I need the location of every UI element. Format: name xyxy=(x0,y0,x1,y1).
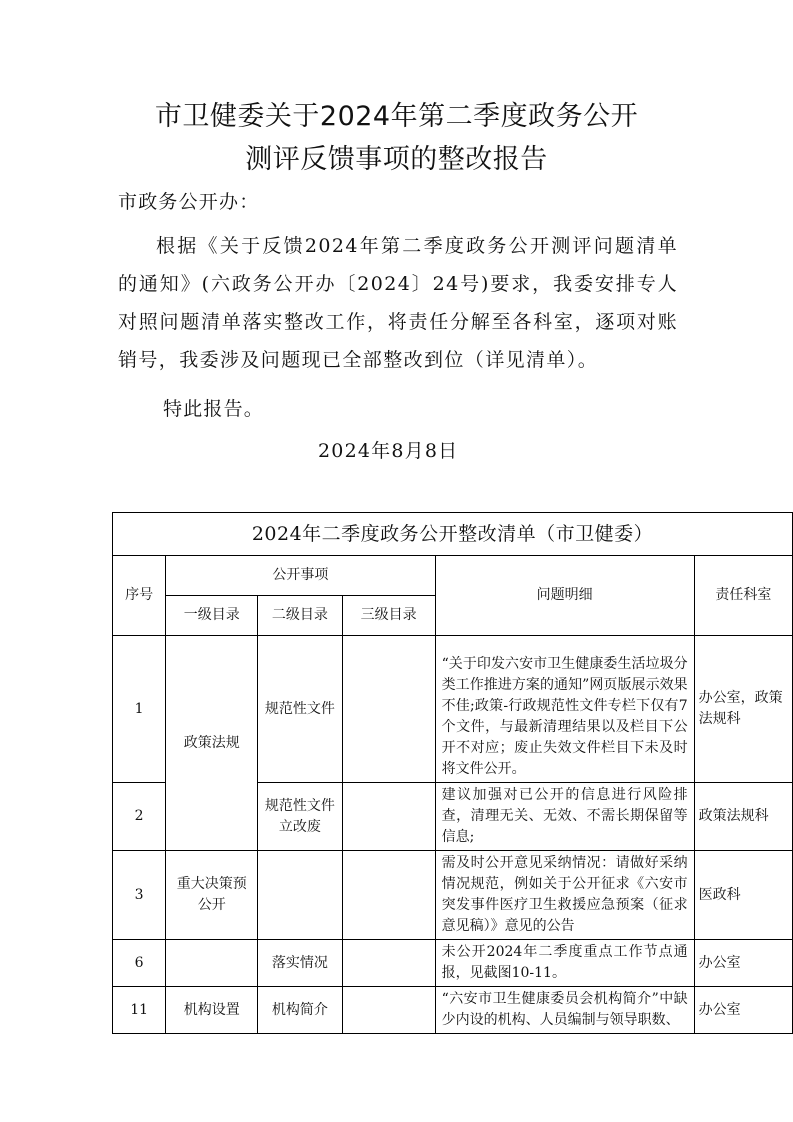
row-level2: 规范性文件 xyxy=(258,636,342,783)
row-dept: 办公室 xyxy=(694,987,792,1034)
header-public-items: 公开事项 xyxy=(166,556,435,596)
row-level1: 机构设置 xyxy=(166,987,258,1034)
row-seq: 1 xyxy=(113,636,166,783)
salutation: 市政务公开办： xyxy=(118,191,260,213)
row-level3 xyxy=(342,851,435,940)
header-seq: 序号 xyxy=(113,556,166,636)
row-level1 xyxy=(166,940,258,987)
row-level2: 落实情况 xyxy=(258,940,342,987)
row-level3 xyxy=(342,987,435,1034)
row-level3 xyxy=(342,783,435,851)
rectification-table-wrapper xyxy=(112,512,793,1034)
header-level3: 三级目录 xyxy=(342,596,435,636)
row-detail: “关于印发六安市卫生健康委生活垃圾分类工作推进方案的通知”网页版展示效果不佳;政策-行政规范性文件专栏下仅有7个文件，与最新清理结果以及栏目下公开不对应；废止失效文件栏目下未及时将文件公开。 xyxy=(435,636,694,783)
header-dept: 责任科室 xyxy=(694,556,792,636)
row-dept: 政策法规科 xyxy=(694,783,792,851)
closing-remark: 特此报告。 xyxy=(163,398,265,420)
row-seq: 2 xyxy=(113,783,166,851)
row-dept: 医政科 xyxy=(694,851,792,940)
row-level2: 规范性文件立改废 xyxy=(258,783,342,851)
row-seq: 6 xyxy=(113,940,166,987)
header-detail: 问题明细 xyxy=(435,556,694,636)
row-dept: 办公室，政策法规科 xyxy=(694,636,792,783)
report-body: 根据《关于反馈2024年第二季度政务公开测评问题清单的通知》(六政务公开办〔2024〕24号)要求，我委安排专人对照问题清单落实整改工作，将责任分解至各科室，逐项对账销号，我委涉及问题现已全部整改到位（详见清单）。 xyxy=(118,235,678,371)
table-row xyxy=(113,987,793,1034)
header-level1: 一级目录 xyxy=(166,596,258,636)
row-dept: 办公室 xyxy=(694,940,792,987)
row-seq: 11 xyxy=(113,987,166,1034)
report-date: 2024年8月8日 xyxy=(318,440,459,462)
row-level1: 政策法规 xyxy=(166,636,258,851)
row-level1: 重大决策预公开 xyxy=(166,851,258,940)
header-level2: 二级目录 xyxy=(258,596,342,636)
document-title-line-2: 测评反馈事项的整改报告 xyxy=(245,144,548,175)
row-level2: 机构简介 xyxy=(258,987,342,1034)
table-row xyxy=(113,636,793,783)
table-row xyxy=(113,851,793,940)
row-detail: 建议加强对已公开的信息进行风险排查，清理无关、无效、不需长期保留等信息; xyxy=(435,783,694,851)
rectification-table xyxy=(112,512,793,1034)
table-caption: 2024年二季度政务公开整改清单（市卫健委） xyxy=(113,513,793,556)
row-detail: 需及时公开意见采纳情况：请做好采纳情况规范，例如关于公开征求《六安市突发事件医疗卫生救援应急预案（征求意见稿）》意见的公告 xyxy=(435,851,694,940)
row-detail: 未公开2024年二季度重点工作节点通报，见截图10-11。 xyxy=(435,940,694,987)
row-detail-text: “六安市卫生健康委员会机构简介”中缺少内设的机构、人员编制与领导职数、 xyxy=(441,991,688,1028)
document-title-line-1: 市卫健委关于2024年第二季度政务公开 xyxy=(154,101,639,132)
row-seq: 3 xyxy=(113,851,166,940)
row-level3 xyxy=(342,940,435,987)
row-detail xyxy=(435,987,694,1034)
row-level2 xyxy=(258,851,342,940)
table-row xyxy=(113,940,793,987)
row-level3 xyxy=(342,636,435,783)
